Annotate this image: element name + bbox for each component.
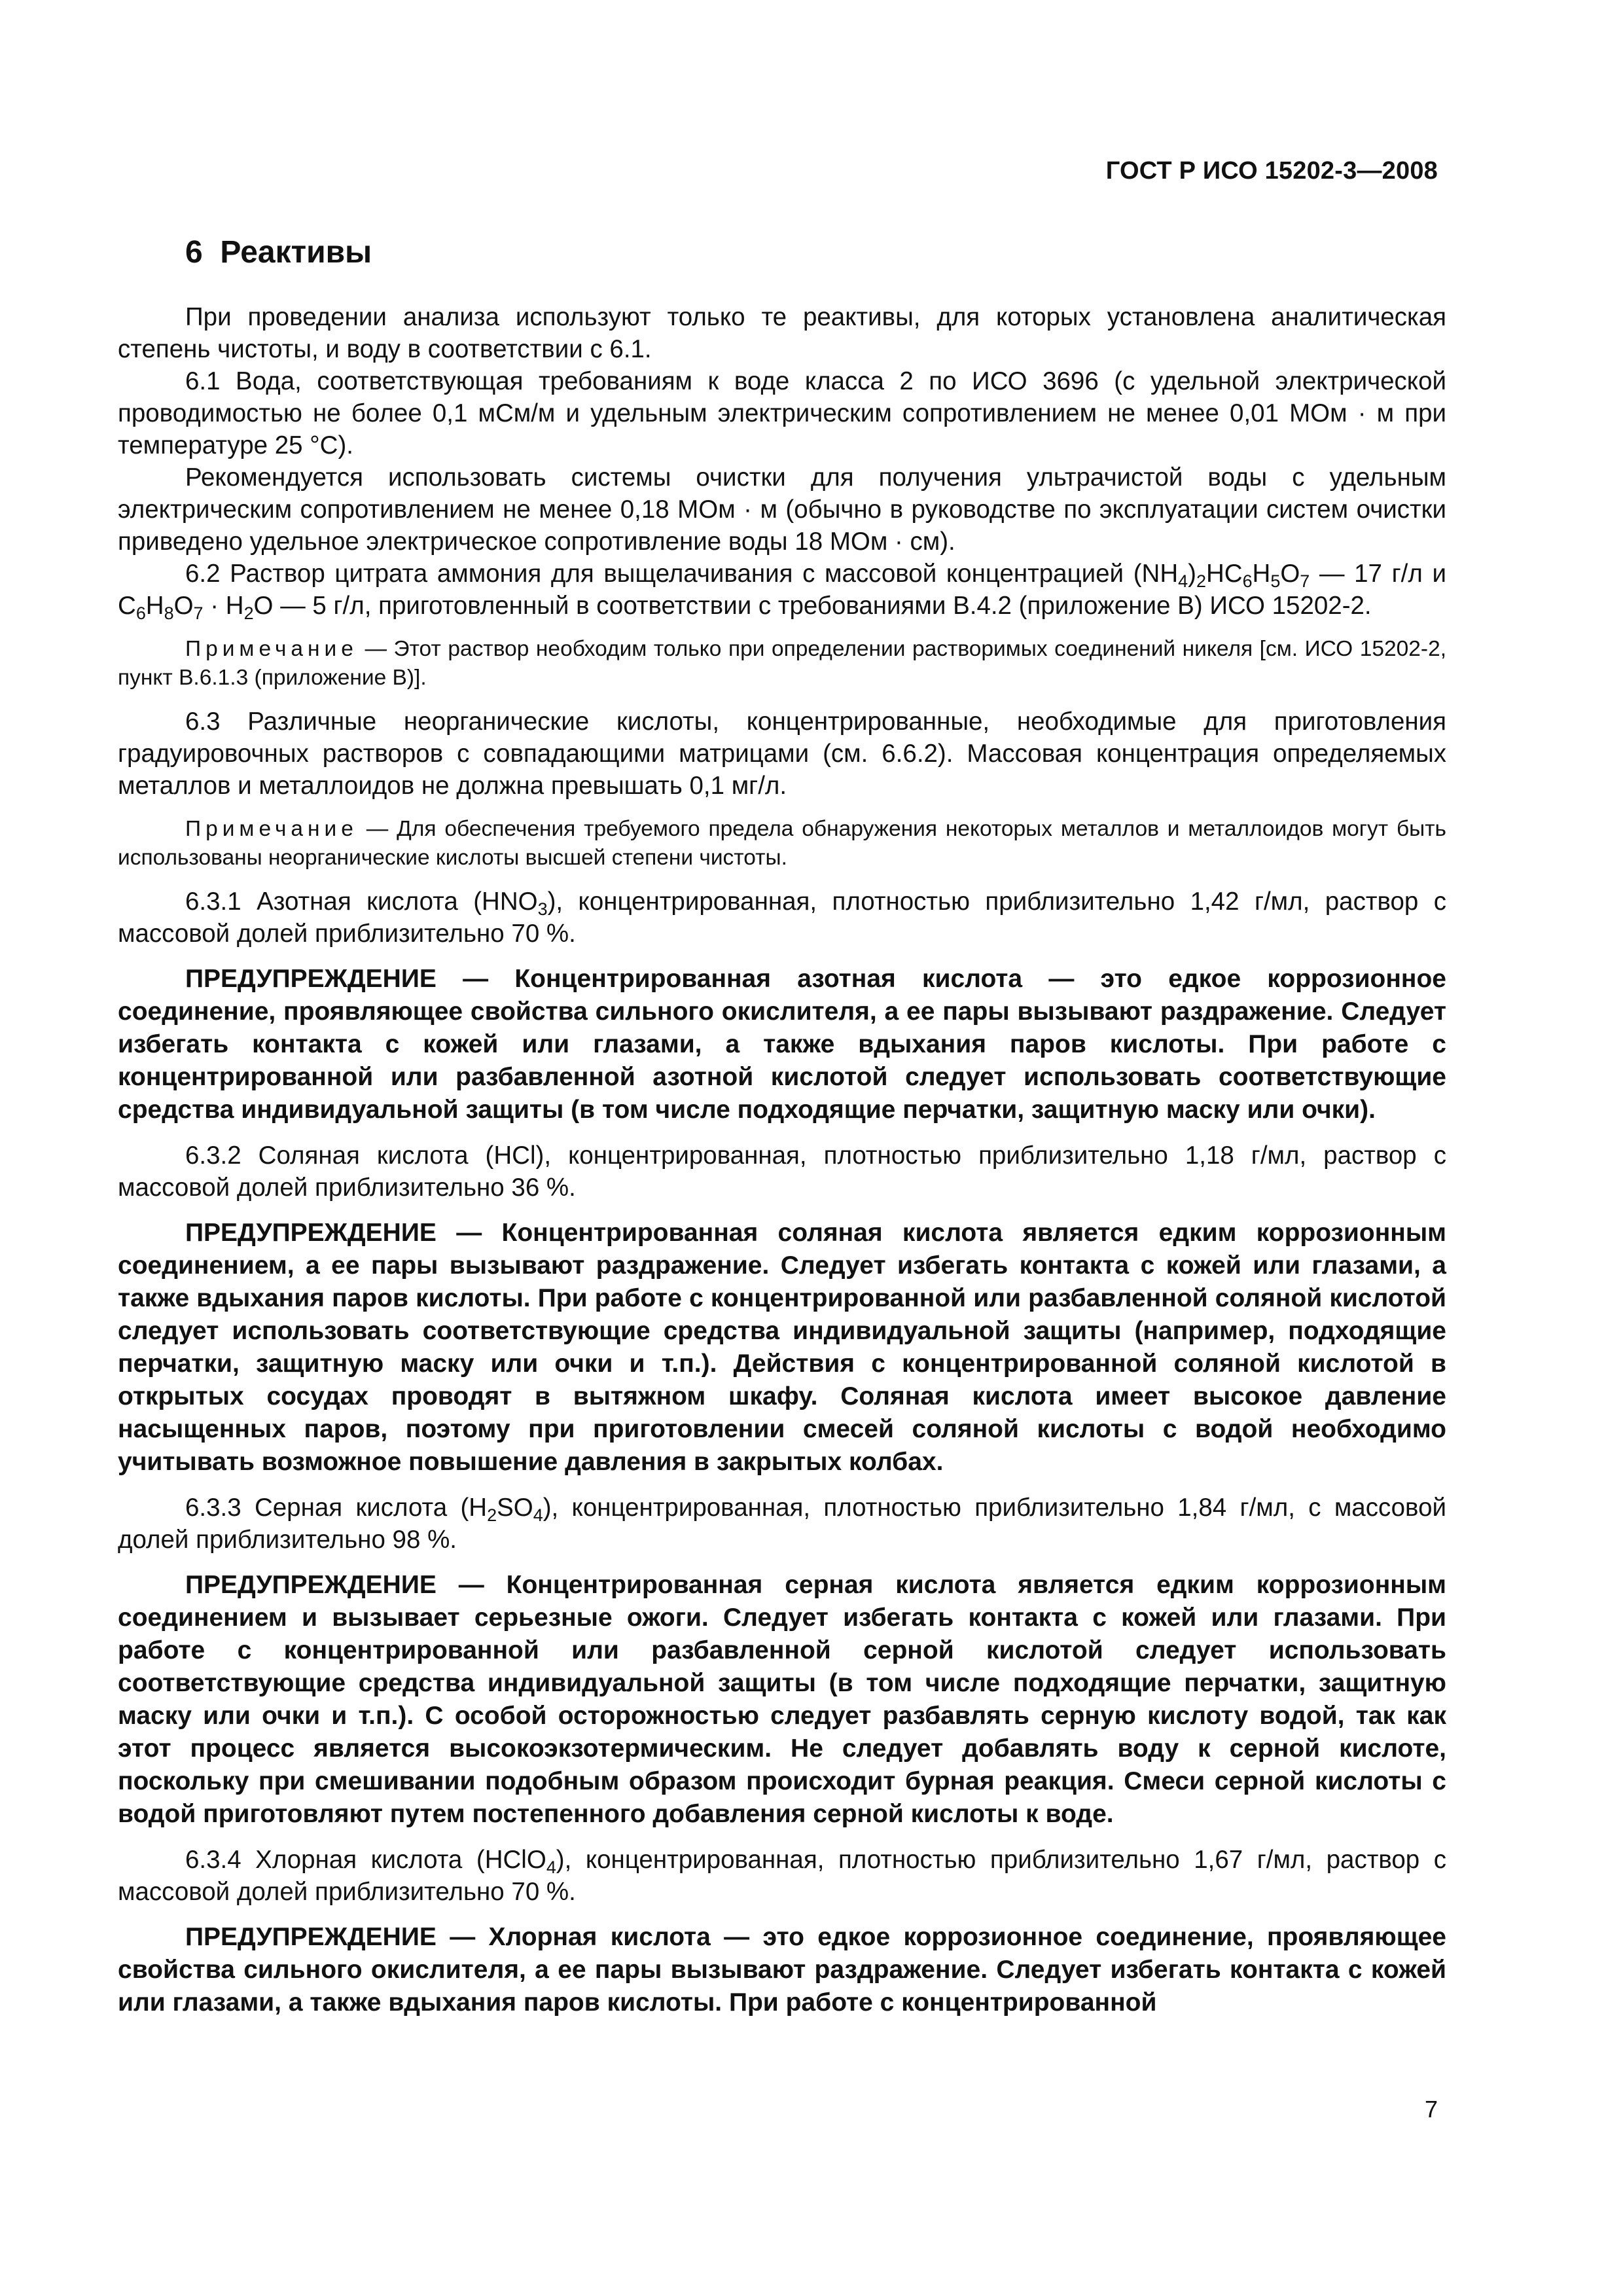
document-header: ГОСТ Р ИСО 15202-3—2008 xyxy=(1105,157,1438,185)
note-1: Примечание — Этот раствор необходим только при определении растворимых соединений никеля [см. ИСО 15202-2, пункт В.6.1.3 (приложение В)]. xyxy=(118,637,1447,690)
paragraph-6-3: 6.3 Различные неорганические кислоты, концентрированные, необходимые для приготовления градуировочных растворов с совпадающими матрицами (см. 6.6.2). Массовая концентрация определяемых металлов и металлоидов не должна превышать 0,1 мг/л. xyxy=(118,708,1446,800)
section-title xyxy=(185,234,372,270)
paragraph-6-1-recommendation: Рекомендуется использовать системы очистки для получения ультрачистой воды с удельным электрическим сопротивлением не менее 0,18 МОм · м (обычно в руководстве по эксплуатации систем очистки приведено удельное электрическое сопротивление воды 18 МОм · см). xyxy=(118,463,1446,556)
paragraph-6-1: 6.1 Вода, соответствующая требованиям к воде класса 2 по ИСО 3696 (с удельной электрической проводимостью не более 0,1 мСм/м и удельным электрическим сопротивлением не менее 0,01 МОм · м при температуре 25 °С). xyxy=(118,367,1446,459)
note-label: Примечание xyxy=(185,637,358,661)
note-label: Примечание xyxy=(185,817,358,841)
warning-hydrochloric-acid: ПРЕДУПРЕЖДЕНИЕ — Концентрированная соляная кислота является едким коррозионным соединением, а ее пары вызывают раздражение. Следует избегать контакта с кожей или глазами, а также вдыхания паров кислоты. При работе с концентрированной или разбавленной соляной кислотой следует использовать соответствующие средства индивидуальной защиты (например, подходящие перчатки, защитную маску или очки и т.п.). Действия с концентрированной соляной кислотой в открытых сосудах проводят в вытяжном шкафу. Соляная кислота имеет высокое давление насыщенных паров, поэтому при приготовлении смесей соляной кислоты с водой необходимо учитывать возможное повышение давления в закрытых колбах. xyxy=(118,1219,1446,1476)
paragraph-6-3-4: 6.3.4 Хлорная кислота (HClO$_4$), концентрированная, плотностью приблизительно 1,67 г/мл, раствор с массовой долей приблизительно 70 %. xyxy=(118,1846,1446,1906)
page-number: 7 xyxy=(1424,2096,1438,2123)
paragraph-6-3-2: 6.3.2 Соляная кислота (HCl), концентрированная, плотностью приблизительно 1,18 г/мл, раствор с массовой долей приблизительно 36 %. xyxy=(118,1141,1446,1202)
document-body xyxy=(118,301,1446,2019)
paragraph-6-3-3: 6.3.3 Серная кислота $(H_2SO_4)$, концентрированная, плотностью приблизительно 1,84 г/мл, с массовой долей приблизительно 98 %. xyxy=(118,1494,1446,1554)
warning-sulfuric-acid: ПРЕДУПРЕЖДЕНИЕ — Концентрированная серная кислота является едким коррозионным соединением и вызывает серьезные ожоги. Следует избегать контакта с кожей или глазами. При работе с концентрированной или разбавленной серной кислотой следует использовать соответствующие средства индивидуальной защиты (в том числе подходящие перчатки, защитную маску или очки и т.п.). С особой осторожностью следует разбавлять серную кислоту водой, так как этот процесс является высокоэкзотермическим. Не следует добавлять воду к серной кислоте, поскольку при смешивании подобным образом происходит бурная реакция. Смеси серной кислоты с водой приготовляют путем постепенного добавления серной кислоты к воде. xyxy=(118,1571,1446,1828)
section-number: 6 xyxy=(185,235,203,270)
paragraph-intro: При проведении анализа используют только те реактивы, для которых установлена аналитическая степень чистоты, и воду в соответствии с 6.1. xyxy=(118,303,1446,363)
section-title-text: Реактивы xyxy=(220,235,372,270)
paragraph-6-2: 6.2 Раствор цитрата аммония для выщелачивания с массовой концентрацией $(NH_4)_2HC_6H_5O_7$ — 17 г/л и $C_6H_8O_7 \cdot H_2O$ — 5 г/л, приготовленный в соответствии с требованиями В.4.2 (приложение В) ИСО 15202-2. xyxy=(118,560,1446,624)
note-2: Примечание — Для обеспечения требуемого предела обнаружения некоторых металлов и металлоидов могут быть использованы неорганические кислоты высшей степени чистоты. xyxy=(118,817,1447,870)
warning-nitric-acid: ПРЕДУПРЕЖДЕНИЕ — Концентрированная азотная кислота — это едкое коррозионное соединение, проявляющее свойства сильного окислителя, а ее пары вызывают раздражение. Следует избегать контакта с кожей или глазами, а также вдыхания паров кислоты. При работе с концентрированной или разбавленной азотной кислотой следует использовать соответствующие средства индивидуальной защиты (в том числе подходящие перчатки, защитную маску или очки). xyxy=(118,965,1446,1124)
paragraph-6-3-1: 6.3.1 Азотная кислота $(HNO_3)$, концентрированная, плотностью приблизительно 1,42 г/мл, раствор с массовой долей приблизительно 70 %. xyxy=(118,888,1446,948)
warning-perchloric-acid: ПРЕДУПРЕЖДЕНИЕ — Хлорная кислота — это едкое коррозионное соединение, проявляющее свойства сильного окислителя, а ее пары вызывают раздражение. Следует избегать контакта с кожей или глазами, а также вдыхания паров кислоты. При работе с концентрированной xyxy=(118,1923,1446,2017)
